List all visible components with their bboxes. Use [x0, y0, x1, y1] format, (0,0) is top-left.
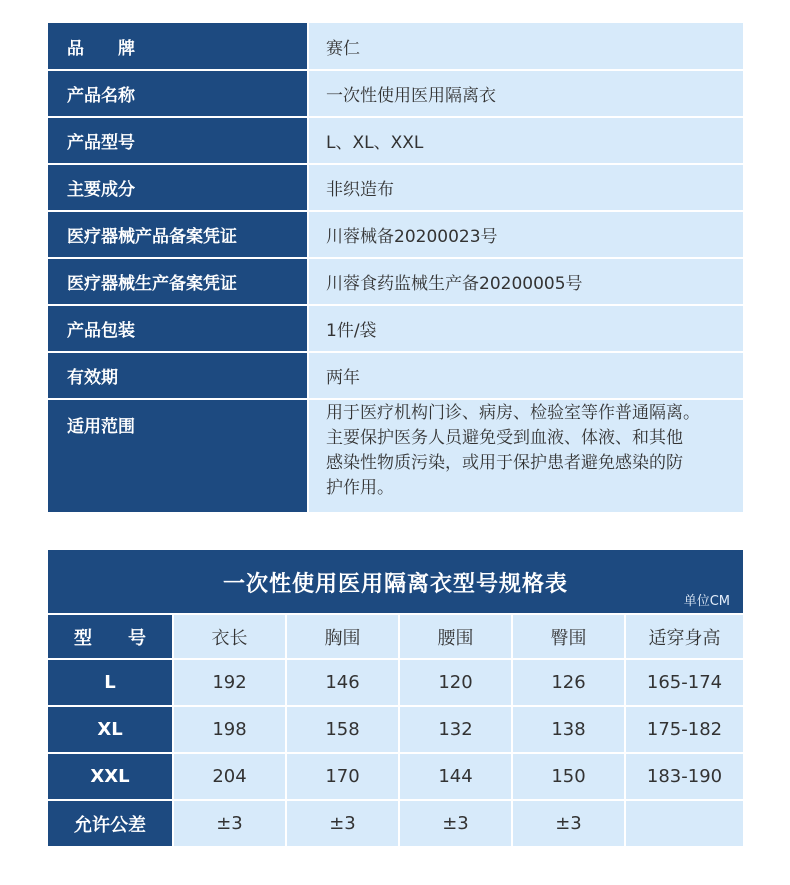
table-cell: 165-174	[625, 659, 743, 706]
table-cell: 183-190	[625, 753, 743, 800]
product-info-table	[48, 23, 743, 514]
table-cell: 132	[399, 706, 512, 753]
size-label: XL	[48, 706, 173, 753]
table-cell: ±3	[286, 800, 399, 847]
table-cell: 146	[286, 659, 399, 706]
info-row-scope	[48, 399, 743, 513]
info-value: 非织造布	[308, 164, 743, 211]
info-row-production-record	[48, 258, 743, 305]
info-label: 主要成分	[48, 164, 308, 211]
scope-line: 感染性物质污染，或用于保护患者避免感染的防	[326, 453, 683, 473]
info-value: 一次性使用医用隔离衣	[308, 70, 743, 117]
scope-line: 主要保护医务人员避免受到血液、体液、和其他	[326, 428, 683, 448]
table-cell: 150	[512, 753, 625, 800]
info-row-packaging	[48, 305, 743, 352]
header-cell: 适穿身高	[625, 615, 743, 659]
info-label: 产品包装	[48, 305, 308, 352]
size-spec-table	[48, 615, 743, 848]
info-row-material	[48, 164, 743, 211]
header-cell: 腰围	[399, 615, 512, 659]
size-label: L	[48, 659, 173, 706]
info-label: 产品名称	[48, 70, 308, 117]
table-cell: ±3	[512, 800, 625, 847]
scope-line: 用于医疗机构门诊、病房、检验室等作普通隔离。	[326, 403, 700, 423]
table-cell: 204	[173, 753, 286, 800]
info-label: 品 牌	[48, 23, 308, 70]
size-label: 允许公差	[48, 800, 173, 847]
info-label: 产品型号	[48, 117, 308, 164]
table-cell: 198	[173, 706, 286, 753]
table-cell: 192	[173, 659, 286, 706]
spec-title: 一次性使用医用隔离衣型号规格表	[222, 572, 568, 597]
header-cell: 衣长	[173, 615, 286, 659]
info-value-multiline	[308, 399, 743, 513]
header-cell: 型 号	[48, 615, 173, 659]
info-value: 川蓉食药监械生产备20200005号	[308, 258, 743, 305]
header-cell: 胸围	[286, 615, 399, 659]
unit-label: 单位CM	[683, 594, 730, 609]
info-label: 有效期	[48, 352, 308, 399]
spec-title-bar	[48, 550, 743, 615]
info-value: 川蓉械备20200023号	[308, 211, 743, 258]
table-cell: 175-182	[625, 706, 743, 753]
table-cell: ±3	[399, 800, 512, 847]
info-row-product-name	[48, 70, 743, 117]
info-value: 两年	[308, 352, 743, 399]
spec-row-l	[48, 659, 743, 706]
spec-row-xxl	[48, 753, 743, 800]
info-value: 1件/袋	[308, 305, 743, 352]
header-cell: 臀围	[512, 615, 625, 659]
table-cell: 170	[286, 753, 399, 800]
info-label: 医疗器械生产备案凭证	[48, 258, 308, 305]
info-value: L、XL、XXL	[308, 117, 743, 164]
spec-row-xl	[48, 706, 743, 753]
info-value: 赛仁	[308, 23, 743, 70]
info-row-validity	[48, 352, 743, 399]
table-cell: 138	[512, 706, 625, 753]
table-cell: 158	[286, 706, 399, 753]
spec-header-row	[48, 615, 743, 659]
table-cell: 126	[512, 659, 625, 706]
table-cell	[625, 800, 743, 847]
info-row-product-record	[48, 211, 743, 258]
info-row-model	[48, 117, 743, 164]
table-cell: 144	[399, 753, 512, 800]
spec-section	[48, 550, 743, 848]
scope-line: 护作用。	[326, 478, 394, 498]
spec-row-tolerance	[48, 800, 743, 847]
info-label: 医疗器械产品备案凭证	[48, 211, 308, 258]
info-row-brand	[48, 23, 743, 70]
table-cell: 120	[399, 659, 512, 706]
table-cell: ±3	[173, 800, 286, 847]
info-label: 适用范围	[48, 399, 308, 513]
size-label: XXL	[48, 753, 173, 800]
